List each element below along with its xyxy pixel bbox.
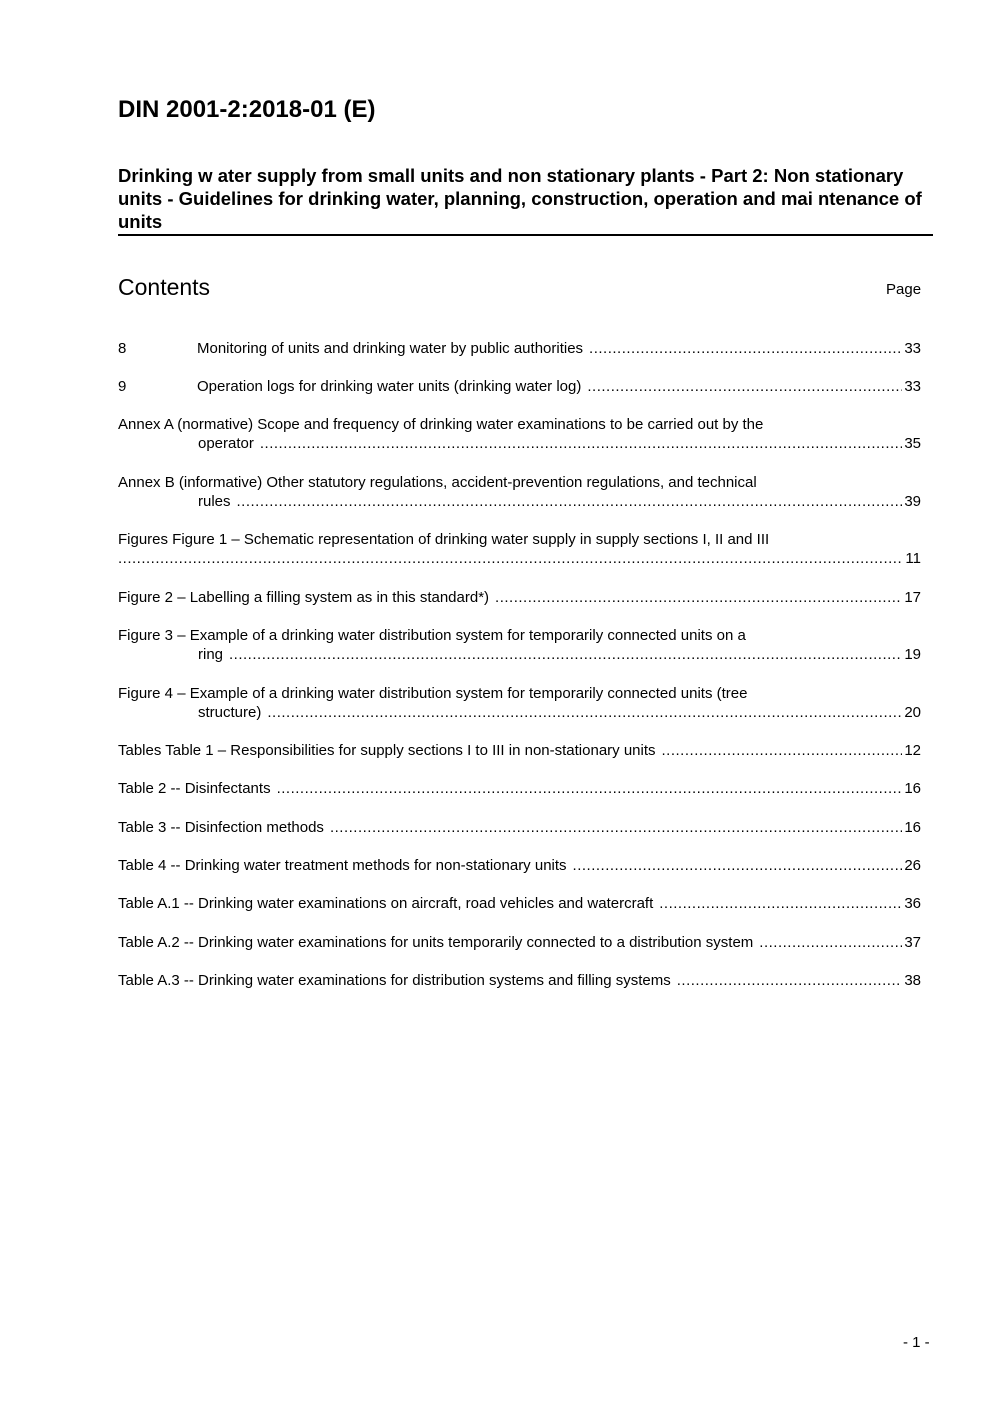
toc-text: Figure 4 – Example of a drinking water distribution system for temporarily connected units (tree [118, 685, 748, 702]
toc-text: Annex B (informative) Other statutory regulations, accident-prevention regulations, and technical [118, 474, 757, 491]
leader-dots [759, 933, 902, 952]
leader-dots [118, 549, 903, 568]
toc-number: 9 [118, 378, 127, 395]
toc-page: 20 [904, 704, 921, 721]
toc-page: 12 [904, 742, 921, 759]
toc-entry[interactable] [118, 971, 921, 990]
toc-entry[interactable] [118, 530, 921, 568]
leader-dots [589, 339, 902, 358]
toc-page: 17 [904, 589, 921, 606]
leader-dots [662, 741, 903, 760]
toc-page: 35 [904, 435, 921, 452]
toc-entry[interactable] [118, 741, 921, 760]
contents-heading: Contents [118, 274, 211, 300]
toc-text: Figure 2 – Labelling a filling system as in this standard*) [118, 589, 490, 606]
toc-entry[interactable] [118, 856, 921, 875]
toc-text: Tables Table 1 – Responsibilities for supply sections I to III in non-stationary units [118, 742, 656, 759]
toc-number: 8 [118, 340, 127, 357]
toc-entry[interactable] [118, 779, 921, 798]
toc-entry[interactable] [118, 894, 921, 913]
leader-dots [677, 971, 903, 990]
toc-text: Table 2 -- Disinfectants [118, 780, 271, 797]
toc-page: 33 [904, 340, 921, 357]
toc-text-continued: operator [198, 435, 254, 452]
leader-dots [587, 377, 902, 396]
toc-entry[interactable] [118, 933, 921, 952]
toc-page: 16 [904, 780, 921, 797]
leader-dots [495, 588, 902, 607]
toc-text: Table A.3 -- Drinking water examinations for distribution systems and filling systems [118, 972, 671, 989]
toc-text: Operation logs for drinking water units (drinking water log) [197, 378, 582, 395]
toc-entry[interactable] [118, 626, 921, 664]
toc-entry[interactable] [118, 377, 921, 396]
leader-dots [260, 434, 902, 453]
document-title: Drinking w ater supply from small units and non stationary plants - Part 2: Non stationary units - Guidelines for drinking water, planning, construction, operation and mai ntenance of units [118, 164, 933, 236]
leader-dots [229, 645, 902, 664]
toc-page: 33 [904, 378, 921, 395]
toc-entry[interactable] [118, 415, 921, 453]
toc-page: 36 [904, 895, 921, 912]
toc-entry[interactable] [118, 339, 921, 358]
toc-text: Table 3 -- Disinfection methods [118, 819, 324, 836]
leader-dots [267, 703, 902, 722]
toc-text-continued: ring [198, 646, 224, 663]
toc-text: Table A.2 -- Drinking water examinations for units temporarily connected to a distribution system [118, 934, 754, 951]
toc-entry[interactable] [118, 473, 921, 511]
toc-page: 19 [904, 646, 921, 663]
toc-page: 37 [904, 934, 921, 951]
leader-dots [277, 779, 903, 798]
leader-dots [573, 856, 903, 875]
toc-entry[interactable] [118, 684, 921, 722]
toc-page: 26 [904, 857, 921, 874]
toc-text: Table A.1 -- Drinking water examinations on aircraft, road vehicles and watercraft [118, 895, 654, 912]
leader-dots [659, 894, 902, 913]
toc-text-continued: structure) [198, 704, 262, 721]
toc-page: 38 [904, 972, 921, 989]
toc-page: 11 [905, 550, 921, 567]
toc-text-continued: rules [198, 493, 231, 510]
toc-text: Annex A (normative) Scope and frequency of drinking water examinations to be carried out by the [118, 416, 764, 433]
page-number: - 1 - [903, 1334, 930, 1351]
toc-entry[interactable] [118, 588, 921, 607]
toc-text: Figure 3 – Example of a drinking water distribution system for temporarily connected units on a [118, 627, 746, 644]
toc-text: Figures Figure 1 – Schematic representation of drinking water supply in supply sections I, II and III [118, 531, 770, 548]
document-id: DIN 2001-2:2018-01 (E) [118, 96, 376, 123]
leader-dots [237, 492, 903, 511]
toc-text: Table 4 -- Drinking water treatment methods for non-stationary units [118, 857, 567, 874]
toc-entry[interactable] [118, 818, 921, 837]
toc-page: 16 [904, 819, 921, 836]
leader-dots [330, 818, 902, 837]
toc-text: Monitoring of units and drinking water by public authorities [197, 340, 584, 357]
toc-page: 39 [904, 493, 921, 510]
page-column-label: Page [886, 281, 922, 298]
